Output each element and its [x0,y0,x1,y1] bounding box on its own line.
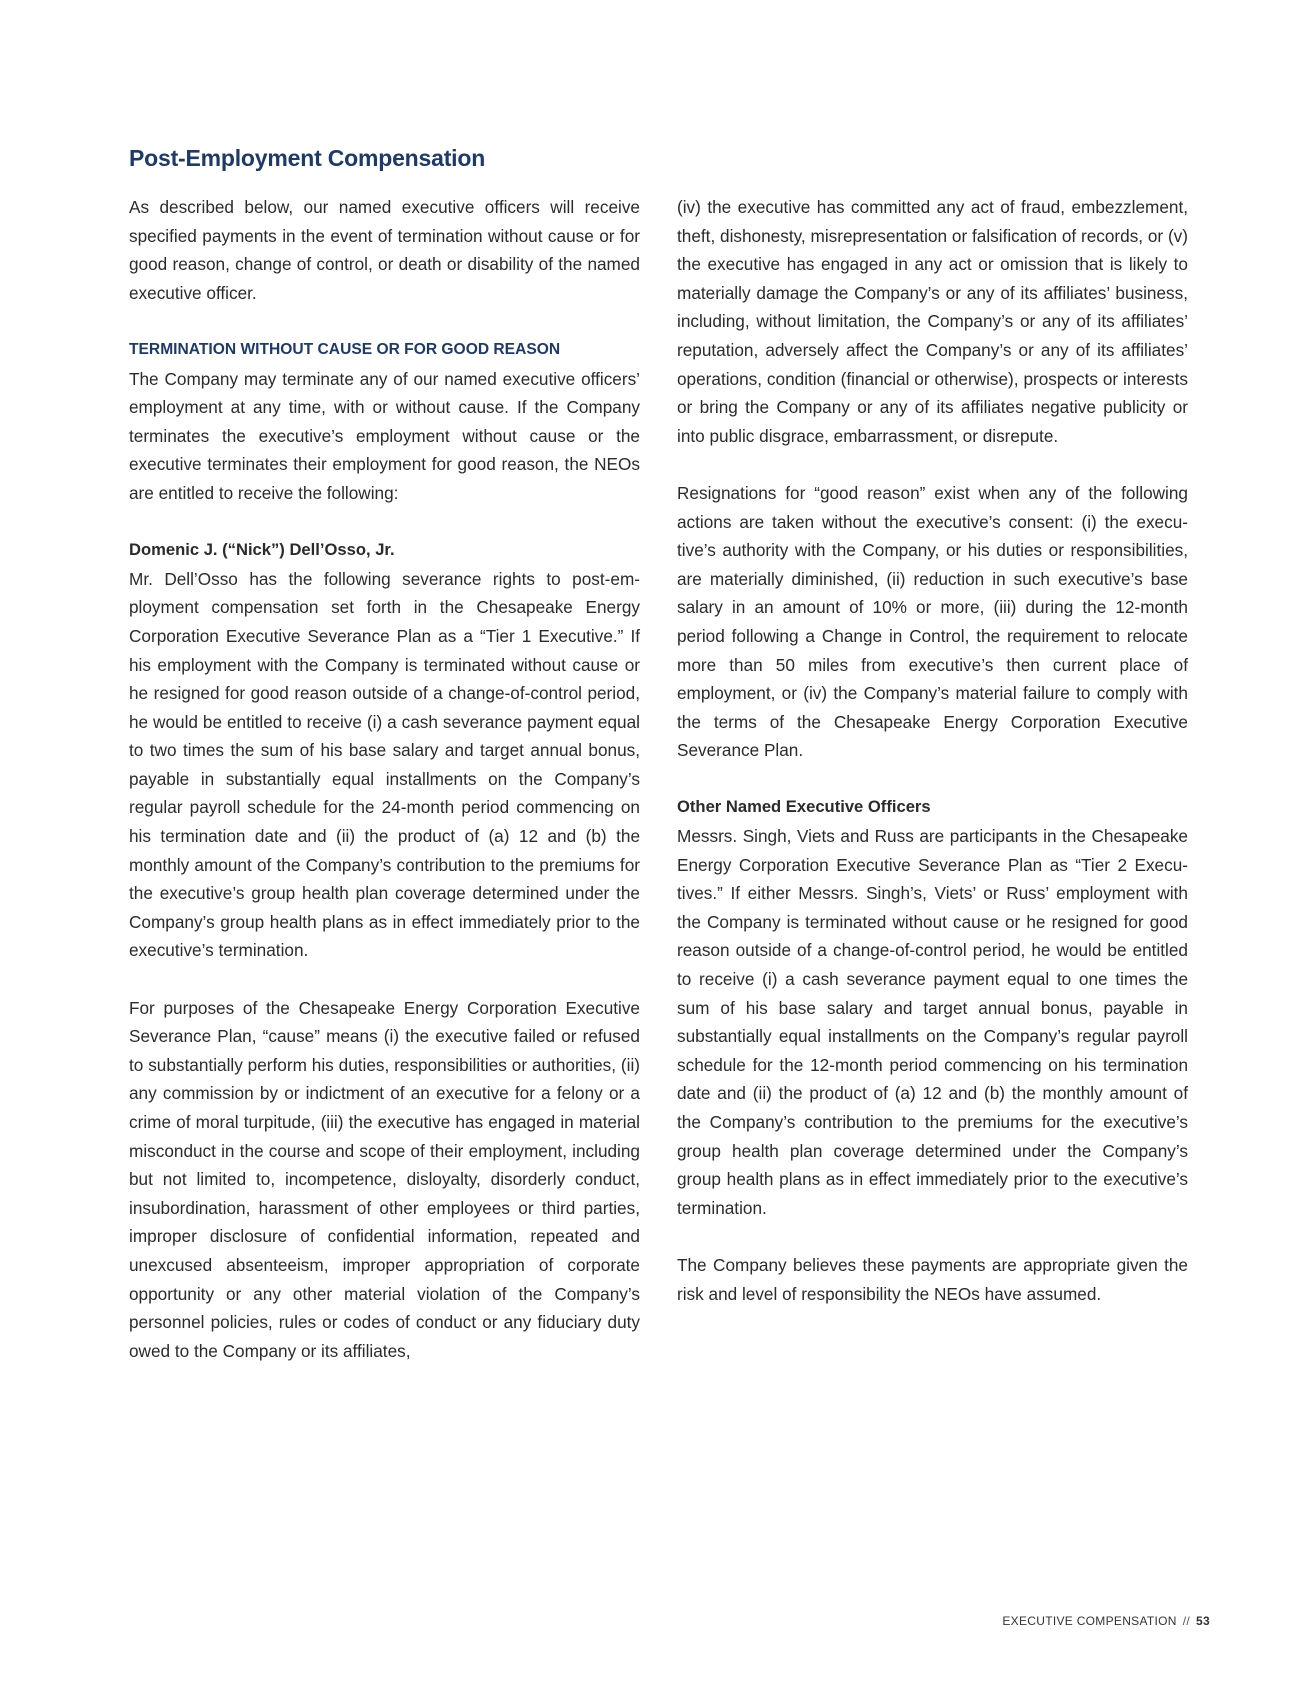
termination-paragraph: The Company may terminate any of our named executive officers’ employment at any time, with or without cause. If the Company terminates the executive’s employment without cause or the executive terminates their employment for good reason, the NEOs are entitled to receive the following: [129,368,640,503]
cause-definition-paragraph: For purposes of the Chesapeake Energy Corporation Executive Severance Plan, “cause” means (i) the executive failed or refused to substantially perform his duties, responsibilities or authorities, (ii) any commission by or indictment of an executive for a felony or a crime of moral turpitude, (iii) the executive has engaged in material misconduct in the course and scope of their employment, including but not limited to, incompetence, disloyalty, disorderly conduct, insubordination, harassment of other employees or third parties, improper disclosure of confidential information, repeated and unexcused absenteeism, improper appropriation of corporate opportunity or any other material violation of the Company’s personnel policies, rules or codes of conduct or any fiduciary duty owed to the Company or its affiliates, [129,997,640,1361]
subheading-dellosso: Domenic J. (“Nick”) Dell’Osso, Jr. [129,540,395,560]
section-heading-termination: TERMINATION WITHOUT CAUSE OR FOR GOOD REASON [129,340,561,358]
page-title: Post-Employment Compensation [129,145,486,171]
good-reason-paragraph: Resignations for “good reason” exist when any of the following actions are taken without the executive’s consent: (i) the executive’s authority with the Company, or his duties or responsibilities, are materially diminished, (ii) reduction in such executive’s base salary in an amount of 10% or more, (iii) during the 12-month period following a Change in Control, the requirement to relocate more than 50 miles from executive’s then current place of employment, or (iv) the Company’s material failure to comply with the terms of the Chesapeake Energy Corporation Executive Severance Plan. [677,482,1188,761]
intro-paragraph: As described below, our named executive officers will receive specified payments in the event of termination without cause or for good reason, change of control, or death or disability of the named executive officer. [129,197,640,303]
footer-section-label: EXECUTIVE COMPENSATION [1002,1614,1177,1628]
page-number: 53 [1196,1614,1210,1628]
left-column [129,193,640,1365]
subheading-other-neos: Other Named Executive Officers [677,797,931,817]
footer-separator: // [1182,1614,1191,1628]
page-footer [1002,1613,1210,1629]
other-neos-paragraph: Messrs. Singh, Viets and Russ are participants in the Chesapeake Energy Corporation Executive Severance Plan as “Tier 2 Executives.” If either Messrs. Singh’s, Viets’ or Russ’ employment with the Company is terminated without cause or he resigned for good reason outside of a change-of-control period, he would be entitled to receive (i) a cash severance payment equal to one times the sum of his base salary and target annual bonus, payable in substantially equal installments on the Company’s regular payroll schedule for the 12-month period commencing on his termination date and (ii) the product of (a) 12 and (b) the monthly amount of the Company’s contribution to the premiums for the executive’s group health plan coverage determined under the Company’s group health plans as in effect immediately prior to the executive’s termination. [677,826,1188,1218]
dellosso-paragraph: Mr. Dell’Osso has the following severance rights to post-employment compensation set forth in the Chesapeake Energy Corporation Executive Severance Plan as a “Tier 1 Executive.” If his employment with the Company is terminated without cause or he resigned for good reason outside of a change-of-control period, he would be entitled to receive (i) a cash severance payment equal to two times the sum of his base salary and target annual bonus, payable in substantially equal installments on the Company’s regular payroll schedule for the 24-month period commencing on his termination date and (ii) the product of (a) 12 and (b) the monthly amount of the Company’s contribution to the premiums for the executive’s group health plan coverage determined under the Company’s group health plans as in effect immediately prior to the executive’s termination. [129,568,640,961]
closing-paragraph: The Company believes these payments are appropriate given the risk and level of responsibility the NEOs have assumed. [677,1254,1188,1304]
right-column [677,193,1188,1308]
cause-continued-paragraph: (iv) the executive has committed any act of fraud, embezzlement, theft, dishonesty, misrepresentation or falsification of records, or (v) the executive has engaged in any act or omission that is likely to materially damage the Company’s or any of its affiliates’ business, including, without limitation, the Company’s or any of its affiliates’ reputation, adversely affect the Company’s or any of its affiliates’ operations, condition (financial or otherwise), prospects or interests or bring the Company or any of its affiliates negative publicity or into public disgrace, embarrassment, or disrepute. [677,197,1188,446]
